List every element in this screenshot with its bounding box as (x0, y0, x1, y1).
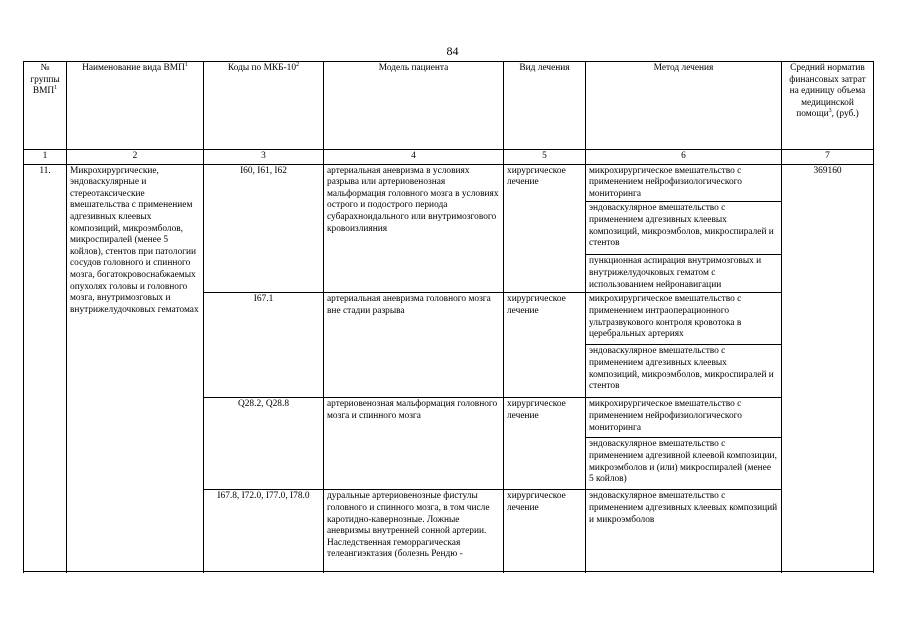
treatment-method: пункционная аспирация внутримозговых и внутрижелудочковых гематом с использованием нейронавигации (586, 255, 782, 293)
treatment-method: эндоваскулярное вмешательство с применением адгезивных клеевых композиций, микроэмболов, микроспиралей и стентов (586, 345, 782, 398)
patient-model: артериальная аневризма в условиях разрыва или артериовенозная мальформация головного мозга в условиях острого и подострого периода субарахноидального или внутримозгового кровоизлияния (324, 164, 504, 293)
treatment-method: микрохирургическое вмешательство с применением интраоперационного ультразвукового контроля кровотока в церебральных артериях (586, 293, 782, 345)
table-row (24, 164, 874, 202)
treatment-method: микрохирургическое вмешательство с применением нейрофизиологического мониторинга (586, 164, 782, 202)
icd-codes: I60, I61, I62 (204, 164, 324, 293)
treatment-method: эндоваскулярное вмешательство с применением адгезивных клеевых композиций, микроэмболов, микроспиралей и стентов (586, 202, 782, 255)
column-number: 4 (324, 150, 504, 165)
header-cost: Средний норматив финансовых затрат на единицу объема медицинской помощи$^3$, (руб.) (782, 62, 874, 150)
patient-model: артериальная аневризма головного мозга вне стадии разрыва (324, 293, 504, 398)
header-icd-codes: Коды по МКБ-$10^2$ (204, 62, 324, 150)
treatment-type: хирургическое лечение (504, 164, 586, 293)
header-treatment-method: Метод лечения (586, 62, 782, 150)
header-patient-model: Модель пациента (324, 62, 504, 150)
column-number-row (24, 150, 874, 165)
header-vmp-name: Наименование вида ВМП$^1$ (67, 62, 204, 150)
column-number: 1 (24, 150, 67, 165)
icd-codes: I67.1 (204, 293, 324, 398)
header-row (24, 62, 874, 150)
icd-codes: Q28.2, Q28.8 (204, 398, 324, 490)
header-treatment-type: Вид лечения (504, 62, 586, 150)
page-number: 84 (446, 44, 459, 58)
header-group-number: № группы ВМП$^1$ (24, 62, 67, 150)
treatment-type: хирургическое лечение (504, 398, 586, 490)
column-number: 5 (504, 150, 586, 165)
treatment-method: эндоваскулярное вмешательство с применением адгезивных клеевых композиций и микроэмболов (586, 490, 782, 572)
column-number: 7 (782, 150, 874, 165)
patient-model: артериовенозная мальформация головного мозга и спинного мозга (324, 398, 504, 490)
treatment-method: микрохирургическое вмешательство с применением нейрофизиологического мониторинга (586, 398, 782, 438)
treatment-type: хирургическое лечение (504, 293, 586, 398)
treatment-type: хирургическое лечение (504, 490, 586, 572)
icd-codes: I67.8, I72.0, I77.0, I78.0 (204, 490, 324, 572)
cost-value: 369160 (782, 164, 874, 572)
vmp-table (23, 61, 874, 572)
column-number: 2 (67, 150, 204, 165)
group-name: Микрохирургические, эндоваскулярные и стереотаксические вмешательства с применением адгезивных клеевых композиций, микроэмболов, микроспиралей (менее 5 койлов), стентов при патологии сосудов головного и спинного мозга, богатокровоснабжаемых опухолях головы и головного мозга, внутримозговых и внутрижелудочковых гематомах (67, 164, 204, 572)
column-number: 6 (586, 150, 782, 165)
group-number: 11. (24, 164, 67, 572)
patient-model: дуральные артериовенозные фистулы головного и спинного мозга, в том числе каротидно-кавернозные. Ложные аневризмы внутренней сонной артерии. Наследственная геморрагическая телеангиэктазия (болезнь Рендю - (324, 490, 504, 572)
column-number: 3 (204, 150, 324, 165)
treatment-method: эндоваскулярное вмешательство с применением адгезивной клеевой композиции, микроэмболов и (или) микроспиралей (менее 5 койлов) (586, 438, 782, 490)
